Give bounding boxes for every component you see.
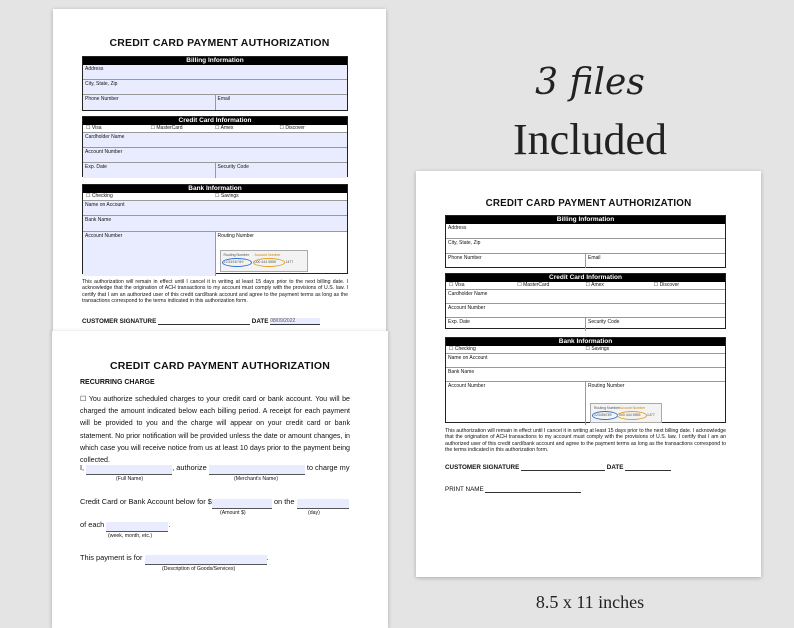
period-line: of each .	[80, 519, 170, 532]
disclaimer-text: This authorization will remain in effect until I cancel it in writing at least 15 days prior to the next billing date. I acknowledge that the origination of ACH transactions to my account must comply with the provisions of U.S. law. I certify that I am an authorized user of this credit card/bank account and agree to the payment terms as long as the transactions correspond to the terms indicated in this authorization form.	[445, 428, 726, 453]
recurring-title: CREDIT CARD PAYMENT AUTHORIZATION	[109, 360, 331, 372]
billing-header: Billing Information	[83, 57, 347, 65]
signature-line[interactable]: CUSTOMER SIGNATURE DATE 08/09/2022	[82, 318, 320, 325]
bank-section	[82, 184, 348, 274]
form-title: CREDIT CARD PAYMENT AUTHORIZATION	[109, 37, 330, 49]
included-text: Included	[513, 115, 667, 164]
day-caption: (day)	[308, 510, 320, 516]
billing-section	[445, 215, 726, 268]
mastercard-checkbox[interactable]: ☐ MasterCard	[517, 282, 550, 288]
period-caption: (week, month, etc.)	[108, 533, 153, 539]
bank-header: Bank Information	[446, 338, 725, 346]
email-field[interactable]: Email	[585, 254, 725, 268]
billing-section	[82, 56, 348, 111]
payment-for-line: This payment is for .	[80, 552, 269, 565]
recurring-checkbox[interactable]: ☐	[80, 395, 87, 403]
size-caption: 8.5 x 11 inches	[535, 592, 645, 612]
card-header: Credit Card Information	[83, 117, 347, 125]
signature-line[interactable]: CUSTOMER SIGNATURE DATE	[445, 464, 671, 471]
date-field[interactable]	[625, 470, 671, 471]
bank-name-field[interactable]: Bank Name	[85, 217, 112, 223]
bank-header: Bank Information	[83, 185, 347, 193]
name-on-account-field[interactable]: Name on Account	[85, 202, 125, 208]
card-account-field[interactable]: Account Number	[448, 305, 486, 311]
form-page-top-left	[53, 9, 386, 334]
print-name-line[interactable]: PRINT NAME	[445, 486, 581, 493]
amount-caption: (Amount $)	[220, 510, 246, 516]
goods-caption: (Description of Goods/Services)	[162, 566, 236, 572]
checking-checkbox[interactable]: ☐ Checking	[86, 193, 113, 199]
amex-checkbox[interactable]: ☐ Amex	[585, 282, 604, 288]
check-illustration: Routing Number Account Number 123456789 000 444 5555 1477	[220, 250, 308, 272]
city-field[interactable]: City, State, Zip	[85, 81, 118, 87]
form-page-right	[416, 171, 761, 577]
name-on-account-field[interactable]: Name on Account	[448, 355, 488, 361]
discover-checkbox[interactable]: ☐ Discover	[653, 282, 680, 288]
amount-line: Credit Card or Bank Account below for $ on the	[80, 496, 349, 509]
phone-field[interactable]: Phone Number	[448, 255, 482, 261]
card-section	[82, 116, 348, 177]
bank-name-field[interactable]: Bank Name	[448, 369, 475, 375]
billing-header: Billing Information	[446, 216, 725, 224]
card-account-field[interactable]: Account Number	[85, 149, 123, 155]
full-name-caption: (Full Name)	[116, 476, 144, 482]
check-illustration: Routing Number Account Number 123456789 000 444 5555 1477	[590, 403, 662, 423]
email-field[interactable]: Email	[215, 95, 348, 110]
address-field[interactable]: Address	[85, 66, 104, 72]
amount-field[interactable]	[212, 499, 272, 509]
goods-field[interactable]	[145, 555, 267, 565]
card-section	[445, 273, 726, 329]
exp-date-field[interactable]: Exp. Date	[85, 164, 107, 170]
savings-checkbox[interactable]: ☐ Savings	[585, 346, 610, 352]
address-field[interactable]: Address	[448, 225, 467, 231]
mastercard-checkbox[interactable]: ☐ MasterCard	[150, 125, 183, 131]
security-code-field[interactable]: Security Code	[215, 163, 348, 178]
savings-checkbox[interactable]: ☐ Savings	[215, 193, 239, 199]
visa-checkbox[interactable]: ☐ Visa	[449, 282, 465, 288]
name-line: I, , authorize to charge my	[80, 462, 350, 475]
visa-checkbox[interactable]: ☐ Visa	[86, 125, 102, 131]
discover-checkbox[interactable]: ☐ Discover	[279, 125, 305, 131]
exp-date-field[interactable]: Exp. Date	[448, 319, 470, 325]
city-field[interactable]: City, State, Zip	[448, 240, 481, 246]
disclaimer-text: This authorization will remain in effect until I cancel it in writing at least 15 days prior to the next billing date. I acknowledge that the origination of ACH transactions to my account must comply with the provisions of U.S. law. I certify that I am an authorized user of this credit card/bank account and agree to the payment terms as long as the transactions correspond to the terms indicated in this authorization form.	[82, 279, 348, 304]
bank-account-field[interactable]: Account Number	[83, 232, 215, 276]
cardholder-field[interactable]: Cardholder Name	[448, 291, 488, 297]
recurring-section-title: RECURRING CHARGE	[80, 379, 155, 386]
recurring-body: ☐ You authorize scheduled charges to your credit card or bank account. You will be charged the amount indicated below each billing period. A receipt for each payment will be provided to you and the charge will appear on your credit card or bank statement. No prior notification will be provided unless the date or amount changes, in which case you will receive notice from us at least 10 days prior to the payment being collected.	[80, 395, 350, 465]
recurring-page	[52, 331, 388, 628]
security-code-field[interactable]: Security Code	[585, 318, 725, 331]
merchant-name-field[interactable]	[209, 465, 305, 475]
full-name-field[interactable]	[86, 465, 172, 475]
routing-field[interactable]: Routing Number Routing Number Account Number 123456789 000 444 5555 1477	[215, 232, 348, 276]
amex-checkbox[interactable]: ☐ Amex	[215, 125, 234, 131]
files-count-text: 3 files	[535, 62, 645, 103]
cardholder-field[interactable]: Cardholder Name	[85, 134, 125, 140]
day-field[interactable]	[297, 499, 349, 509]
bank-section	[445, 337, 726, 423]
phone-field[interactable]: Phone Number	[85, 96, 119, 102]
routing-field[interactable]: Routing Number Routing Number Account Number 123456789 000 444 5555 1477	[585, 382, 725, 425]
bank-account-field[interactable]: Account Number	[448, 383, 486, 389]
form-title: CREDIT CARD PAYMENT AUTHORIZATION	[485, 198, 692, 209]
card-header: Credit Card Information	[446, 274, 725, 282]
period-field[interactable]	[106, 522, 168, 532]
checking-checkbox[interactable]: ☐ Checking	[449, 346, 476, 352]
date-field[interactable]: 08/09/2022	[270, 318, 320, 325]
merchant-caption: (Merchant's Name)	[234, 476, 278, 482]
